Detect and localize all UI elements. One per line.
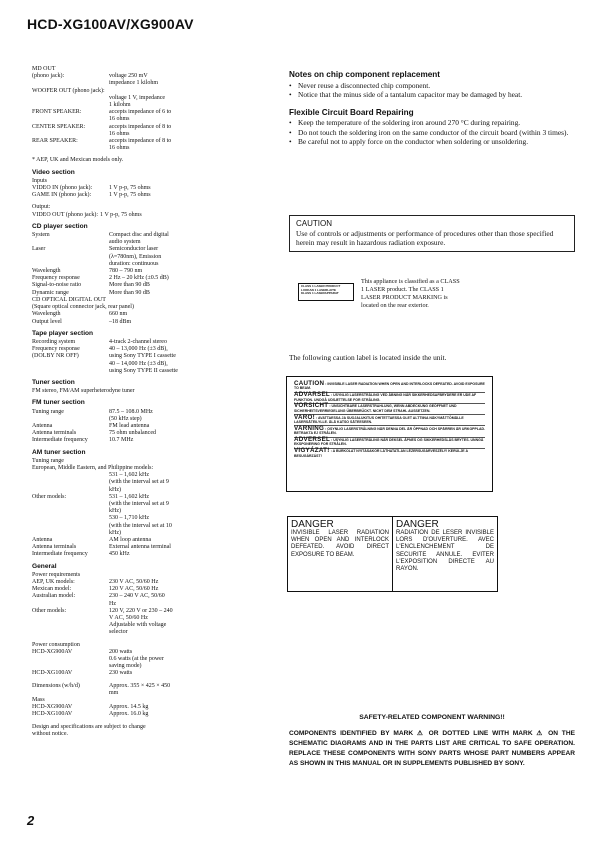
class1-laser-label: [298, 283, 354, 301]
spec-row: [32, 290, 277, 297]
am-specs: [32, 458, 277, 559]
spec-value: Approx. 355 × 425 × 450: [109, 682, 171, 689]
spec-value: [109, 204, 277, 211]
spec-key: Power requirements: [32, 571, 81, 578]
spec-key: [32, 102, 109, 109]
spec-row: [32, 586, 277, 593]
spec-value: (with the interval set at 9: [109, 500, 169, 507]
spec-row: [32, 204, 277, 211]
spec-value: 2 Hz – 20 kHz (±0.5 dB): [109, 275, 169, 282]
spec-value: voltage 250 mV: [109, 73, 148, 80]
spec-key: AEP, UK models:: [32, 579, 75, 585]
class1-label-line: CLASS 1 LASER PRODUCT: [301, 284, 341, 288]
spec-value: [109, 66, 277, 73]
spec-key: Frequency response: [32, 275, 80, 282]
spec-value: accepts impedance of 8 to: [109, 138, 172, 145]
spec-key: [32, 479, 109, 486]
spec-row: [32, 711, 277, 718]
spec-key: Output:: [32, 204, 51, 211]
spec-key: Intermediate frequency: [32, 437, 88, 444]
spec-row: [32, 683, 277, 690]
spec-row: [32, 458, 277, 465]
model-note: * AEP, UK and Mexican models only.: [32, 157, 124, 164]
safety-warning-title: SAFETY-RELATED COMPONENT WARNING!!: [359, 714, 505, 721]
spec-key: HCD-XG900AV: [32, 704, 73, 711]
spec-key: [32, 95, 109, 102]
spec-row: [32, 261, 277, 268]
spec-row: [32, 508, 277, 515]
spec-row: [32, 138, 277, 145]
spec-value: External antenna terminal: [109, 544, 171, 551]
spec-row: [32, 465, 277, 472]
class1-description: This appliance is classified as a CLASS 1 LASER product. The CLASS 1 LASER PRODUCT MARKING is located on the rear exterior.: [361, 278, 460, 309]
safety-warning-text: COMPONENTS IDENTIFIED BY MARK ⚠ OR DOTTED LINE WITH MARK ⚠ ON THE SCHEMATIC DIAGRAMS AND IN THE PARTS LIST ARE CRITICAL TO SAFE OPERATION. REPLACE THESE COMPONENTS WITH SONY PARTS WHOSE PART NUMBERS APPEAR AS SHOWN IN THIS MANUAL OR IN SUPPLEMENTS PUBLISHED BY SONY.: [289, 730, 575, 767]
spec-row: [32, 145, 277, 152]
spec-row: [32, 246, 277, 253]
spec-key: Intermediate frequency: [32, 551, 88, 558]
flex-board-list: [289, 118, 575, 147]
spec-row: [32, 88, 277, 95]
spec-row: [32, 409, 277, 416]
spec-row: [32, 656, 277, 663]
spec-value: More than 90 dB: [109, 289, 150, 296]
spec-key: Mexican model:: [32, 586, 72, 593]
caution-label-line: ADVERSEL : USYNLIG LASERSTRÅLING NÅR DEKSEL ÅPNES OG SIKKERHEDSLÅS BRYTES. UNNGÅ EKSPONERING FOR STRÅLEN.: [294, 438, 485, 449]
spec-row: [32, 232, 277, 239]
notes-column: [289, 70, 575, 147]
spec-value: impedance 1 kilohm: [109, 80, 158, 87]
spec-value: V AC, 50/60 Hz: [109, 615, 148, 622]
spec-value: 1 V p-p, 75 ohms: [100, 211, 142, 218]
spec-key: HCD-XG900AV: [32, 648, 73, 655]
spec-key: FRONT SPEAKER:: [32, 109, 82, 116]
spec-value: (with the interval set at 9: [109, 479, 169, 486]
chip-notes-title: Notes on chip component replacement: [289, 70, 441, 79]
spec-key: (Square optical connector jack, rear panel): [32, 304, 134, 311]
spec-value: [109, 458, 277, 465]
spec-key: System: [32, 232, 50, 239]
spec-value: 40 – 14,000 Hz (±3 dB),: [109, 360, 168, 367]
spec-row: [32, 663, 277, 670]
spec-key: [32, 530, 109, 537]
audio-out-specs: [32, 66, 277, 152]
spec-value: using Sony TYPE II cassette: [109, 367, 178, 374]
spec-row: [32, 515, 277, 522]
spec-value: duration: continuous: [109, 260, 159, 267]
spec-key: Antenna: [32, 422, 53, 429]
spec-row: [32, 642, 277, 649]
spec-value: kHz): [109, 486, 121, 493]
caution-box: [289, 215, 575, 252]
spec-key: Antenna: [32, 536, 53, 543]
caution-label-line: VARNING : OSYNLIG LASERSTRÅLNING NÄR DENNA DEL ÄR ÖPPNAD OCH SPÄRREN ÄR URKOPPLAD. BETRAKTA EJ STRÅLEN.: [294, 427, 485, 438]
spec-key: [32, 515, 109, 522]
spec-row: [32, 212, 277, 219]
spec-value: [109, 642, 277, 649]
spec-row: [32, 579, 277, 586]
spec-key: Tuning range: [32, 408, 64, 415]
spec-key: Antenna terminals: [32, 430, 77, 437]
spec-key: GAME IN (phono jack):: [32, 192, 92, 199]
spec-value: More than 90 dB: [109, 282, 150, 289]
spec-key: [32, 145, 109, 152]
spec-key: Mass: [32, 697, 45, 704]
general-section-title: General: [32, 562, 57, 570]
spec-value: 1 V p-p, 75 ohms: [109, 192, 151, 199]
spec-row: [32, 66, 277, 73]
spec-key: [32, 80, 109, 87]
caution-label-line: ADVARSEL : USYNLIG LASERSTRÅLING VED ÅBNING NÅR SIKKERHEDSAFBRYDERE ER UDE AF FUNKTION. UNDGÅ UDSÆTTELSE FOR STRÅLING.: [294, 393, 485, 404]
spec-value: 120 V AC, 50/60 Hz: [109, 586, 159, 593]
spec-key: [32, 254, 109, 261]
spec-value: 16 ohms: [109, 145, 130, 152]
spec-key: Other models:: [32, 607, 67, 614]
spec-key: [32, 663, 109, 670]
spec-value: Approx. 14.5 kg: [109, 704, 149, 711]
spec-key: [32, 261, 109, 268]
spec-key: (phono jack):: [32, 73, 65, 80]
spec-value: [109, 697, 277, 704]
spec-value: 75 ohm unbalanced: [109, 430, 156, 437]
spec-row: [32, 423, 277, 430]
tape-specs: [32, 339, 277, 375]
list-item: • Never reuse a disconnected chip component.: [289, 81, 575, 91]
page-header: HCD-XG100AV/XG900AV: [27, 16, 194, 32]
spec-key: MD OUT: [32, 66, 56, 72]
video-section-title: Video section: [32, 168, 75, 176]
spec-value: 230 watts: [109, 670, 133, 677]
spec-row: [32, 73, 277, 80]
spec-row: [32, 697, 277, 704]
spec-row: [32, 361, 277, 368]
spec-row: [32, 479, 277, 486]
spec-value: 230 – 240 V AC, 50/60: [109, 593, 165, 600]
flex-board-title: Flexible Circuit Board Repairing: [289, 107, 414, 117]
spec-key: [32, 131, 109, 138]
spec-value: 1 V p-p, 75 ohms: [109, 185, 151, 192]
list-item: • Do not touch the soldering iron on the same conductor of the circuit board (within 3 times).: [289, 128, 575, 138]
spec-value: 200 watts: [109, 648, 133, 655]
spec-key: WOOFER OUT (phono jack):: [32, 87, 105, 94]
tuner-description: FM stereo, FM/AM superheterodyne tuner: [32, 388, 135, 395]
spec-row: [32, 615, 277, 622]
spec-row: [32, 572, 277, 579]
danger-title-fr: DANGER: [396, 519, 439, 530]
spec-key: Tuning range: [32, 457, 64, 464]
caution-label-line: CAUTION : INVISIBLE LASER RADIATION WHEN OPEN AND INTERLOCKS DEFEATED. AVOID EXPOSURE TO BEAM.: [294, 382, 485, 393]
danger-text-fr: RADIATION DE LESER INVISIBLE LORS D'OUVERTURE. AVEC L'ENCLENCHEMENT DE SECURITE ANNULE. EVITER L'EXPOSITION DIRECTE AU RAYON.: [396, 530, 494, 573]
spec-key: VIDEO OUT (phono jack):: [32, 211, 99, 218]
spec-value: (λ=780nm), Emission: [109, 253, 162, 260]
spec-row: [32, 690, 277, 697]
label-caption: The following caution label is located inside the unit.: [289, 353, 447, 362]
danger-text-en: INVISIBLE LASER RADIATION WHEN OPEN AND INTERLOCK DEFEATED. AVOID DIRECT EXPOSURE TO BEAM.: [291, 530, 389, 558]
caution-label-line: VARO! : AVATTAESSA JA SUOJALUKITUS OHITETTAESSA OLET ALTTIINA NÄKYMÄTTÖMÄLLE LASERSÄTEILYLLE. ÄLÄ KATSO SÄTEESEEN.: [294, 416, 485, 427]
spec-value: –18 dBm: [109, 318, 132, 325]
spec-row: [32, 530, 277, 537]
spec-key: Dimensions (w/h/d): [32, 682, 80, 689]
cd-section-title: CD player section: [32, 222, 88, 230]
spec-key: [32, 622, 109, 629]
spec-value: Compact disc and digital: [109, 232, 169, 239]
spec-key: Output level: [32, 318, 62, 325]
spec-value: 4-track 2-channel stereo: [109, 338, 167, 345]
fm-specs: [32, 409, 277, 445]
spec-key: HCD-XG100AV: [32, 711, 73, 718]
spec-key: CENTER SPEAKER:: [32, 123, 86, 130]
danger-french: [393, 517, 497, 591]
spec-row: [32, 487, 277, 494]
spec-row: [32, 523, 277, 530]
spec-value: using Sony TYPE I cassette: [109, 353, 176, 360]
caution-title: CAUTION: [296, 219, 332, 228]
spec-key: Power consumption: [32, 641, 80, 648]
spec-key: HCD-XG100AV: [32, 670, 73, 677]
spec-key: [32, 508, 109, 515]
spec-value: 10.7 MHz: [109, 437, 134, 444]
spec-key: [32, 615, 109, 622]
list-item: • Be careful not to apply force on the conductor when soldering or unsoldering.: [289, 137, 575, 147]
spec-key: European, Middle Eastern, and Philippine models:: [32, 464, 154, 471]
spec-row: [32, 601, 277, 608]
spec-key: [32, 487, 109, 494]
spec-value: voltage 1 V, impedance: [109, 94, 166, 101]
spec-key: [32, 656, 109, 663]
spec-row: [32, 131, 277, 138]
spec-row: [32, 254, 277, 261]
spec-key: [32, 501, 109, 508]
spec-value: Semiconductor laser: [109, 246, 159, 253]
tape-section-title: Tape player section: [32, 329, 94, 337]
spec-value: 87.5 – 108.0 MHz: [109, 408, 153, 415]
spec-row: [32, 192, 277, 199]
spec-value: AM loop antenna: [109, 536, 151, 543]
spec-value: audio system: [109, 239, 141, 246]
spec-value: 1 kilohm: [109, 102, 131, 109]
tuner-section-title: Tuner section: [32, 378, 75, 386]
spec-key: Wavelength: [32, 311, 61, 318]
safety-warning: [289, 713, 575, 769]
spec-value: 531 – 1,602 kHz: [109, 493, 149, 500]
spec-row: [32, 608, 277, 615]
spec-row: [32, 437, 277, 444]
design-note-1: Design and specifications are subject to change: [32, 723, 146, 730]
spec-value: saving mode): [109, 663, 142, 670]
spec-value: 16 ohms: [109, 130, 130, 137]
spec-value: accepts impedance of 8 to: [109, 123, 172, 130]
spec-row: [32, 80, 277, 87]
spec-row: [32, 416, 277, 423]
spec-key: CD OPTICAL DIGITAL OUT: [32, 296, 106, 303]
page-number: 2: [27, 813, 35, 828]
spec-row: [32, 551, 277, 558]
danger-english: [288, 517, 393, 591]
spec-key: Frequency response: [32, 346, 80, 353]
class1-label-line: KLASS 1 LASERAPPARAT: [301, 291, 339, 296]
chip-notes-list: [289, 81, 575, 100]
general-specs: [32, 572, 277, 719]
cd-specs: [32, 232, 277, 326]
spec-key: Dynamic range: [32, 289, 69, 296]
spec-key: Signal-to-noise ratio: [32, 282, 82, 289]
spec-value: (50 kHz step): [109, 415, 142, 422]
fm-section-title: FM tuner section: [32, 399, 85, 407]
spec-value: kHz): [109, 508, 121, 515]
spec-key: Australian model:: [32, 593, 76, 600]
spec-row: [32, 319, 277, 326]
list-item: • Notice that the minus side of a tantalum capacitor may be damaged by heat.: [289, 90, 575, 100]
spec-row: [32, 368, 277, 375]
spec-key: Recording system: [32, 338, 76, 345]
spec-key: [32, 361, 109, 368]
spec-value: FM lead antenna: [109, 422, 150, 429]
spec-row: [32, 494, 277, 501]
internal-caution-label: [286, 376, 493, 492]
spec-key: [32, 690, 109, 697]
caution-label-line: VORSICHT : UNSICHTBARE LASERSTRAHLUNG, WENN ABDECKUNG GEÖFFNET UND SICHERHEITSVERRIEGELUNG ÜBERBRÜCKT. NICHT DEM STRAHL AUSSETZEN.: [294, 404, 485, 415]
spec-key: [32, 523, 109, 530]
spec-row: [32, 622, 277, 629]
spec-row: [32, 649, 277, 656]
spec-value: mm: [109, 689, 119, 696]
spec-row: [32, 297, 277, 304]
spec-key: Laser: [32, 246, 46, 253]
spec-key: Wavelength: [32, 268, 61, 275]
spec-row: [32, 593, 277, 600]
spec-value: 660 nm: [109, 311, 128, 318]
spec-row: [32, 704, 277, 711]
spec-value: 530 – 1,710 kHz: [109, 515, 149, 522]
spec-key: [32, 416, 109, 423]
am-section-title: AM tuner section: [32, 448, 86, 456]
spec-row: [32, 670, 277, 677]
spec-row: [32, 282, 277, 289]
spec-key: [32, 472, 109, 479]
spec-value: selector: [109, 629, 128, 636]
list-item: • Keep the temperature of the soldering iron around 270 °C during repairing.: [289, 118, 575, 128]
spec-row: [32, 537, 277, 544]
design-note-2: without notice.: [32, 730, 68, 737]
spec-row: [32, 239, 277, 246]
spec-key: Other models:: [32, 493, 67, 500]
spec-key: [32, 239, 109, 246]
spec-key: REAR SPEAKER:: [32, 138, 78, 145]
spec-key: Inputs: [32, 177, 47, 184]
danger-title-en: DANGER: [291, 519, 334, 530]
spec-value: Hz: [109, 600, 116, 607]
spec-row: [32, 304, 277, 311]
spec-key: [32, 116, 109, 123]
spec-value: [109, 178, 277, 185]
spec-row: [32, 95, 277, 102]
spec-row: [32, 178, 277, 185]
spec-row: [32, 629, 277, 636]
spec-value: 531 – 1,602 kHz: [109, 472, 149, 479]
spec-value: Approx. 16.0 kg: [109, 711, 149, 718]
specifications-column: [32, 66, 277, 738]
spec-key: (DOLBY NR OFF): [32, 353, 79, 360]
spec-key: VIDEO IN (phono jack):: [32, 185, 93, 192]
spec-value: Adjustable with voltage: [109, 622, 167, 629]
class1-label-line: LUOKAN 1 LASERLAITE: [301, 287, 337, 292]
spec-value: [109, 297, 277, 304]
video-specs: [32, 178, 277, 219]
caution-label-line: VIGYÁZAT! : A BURKOLAT NYITÁSAKOR LÁTHATATLAN LÉZERSUGÁRVESZÉLY! KERÜLJE A BESUGÁRZÁST!: [294, 447, 468, 458]
spec-row: [32, 116, 277, 123]
spec-value: 450 kHz: [109, 551, 130, 558]
spec-row: [32, 275, 277, 282]
spec-key: [32, 368, 109, 375]
caution-text: Use of controls or adjustments or performance of procedures other than those specified herein may result in hazardous radiation exposure.: [296, 228, 554, 248]
spec-value: 120 V, 220 V or 230 – 240: [109, 607, 173, 614]
spec-key: Antenna terminals: [32, 544, 77, 551]
spec-key: [32, 601, 109, 608]
spec-value: accepts impedance of 6 to: [109, 109, 172, 116]
spec-value: 16 ohms: [109, 116, 130, 123]
spec-value: 40 – 13,000 Hz (±3 dB),: [109, 346, 168, 353]
spec-key: [32, 629, 109, 636]
spec-value: kHz): [109, 529, 121, 536]
spec-value: 0.6 watts (at the power: [109, 656, 164, 663]
spec-row: [32, 124, 277, 131]
spec-row: [32, 353, 277, 360]
danger-label: [287, 516, 498, 592]
spec-value: 230 V AC, 50/60 Hz: [109, 579, 159, 585]
spec-value: [109, 572, 277, 579]
spec-value: 780 – 790 nm: [109, 268, 143, 275]
spec-row: [32, 311, 277, 318]
spec-row: [32, 109, 277, 116]
spec-row: [32, 501, 277, 508]
spec-value: (with the interval set at 10: [109, 522, 172, 529]
